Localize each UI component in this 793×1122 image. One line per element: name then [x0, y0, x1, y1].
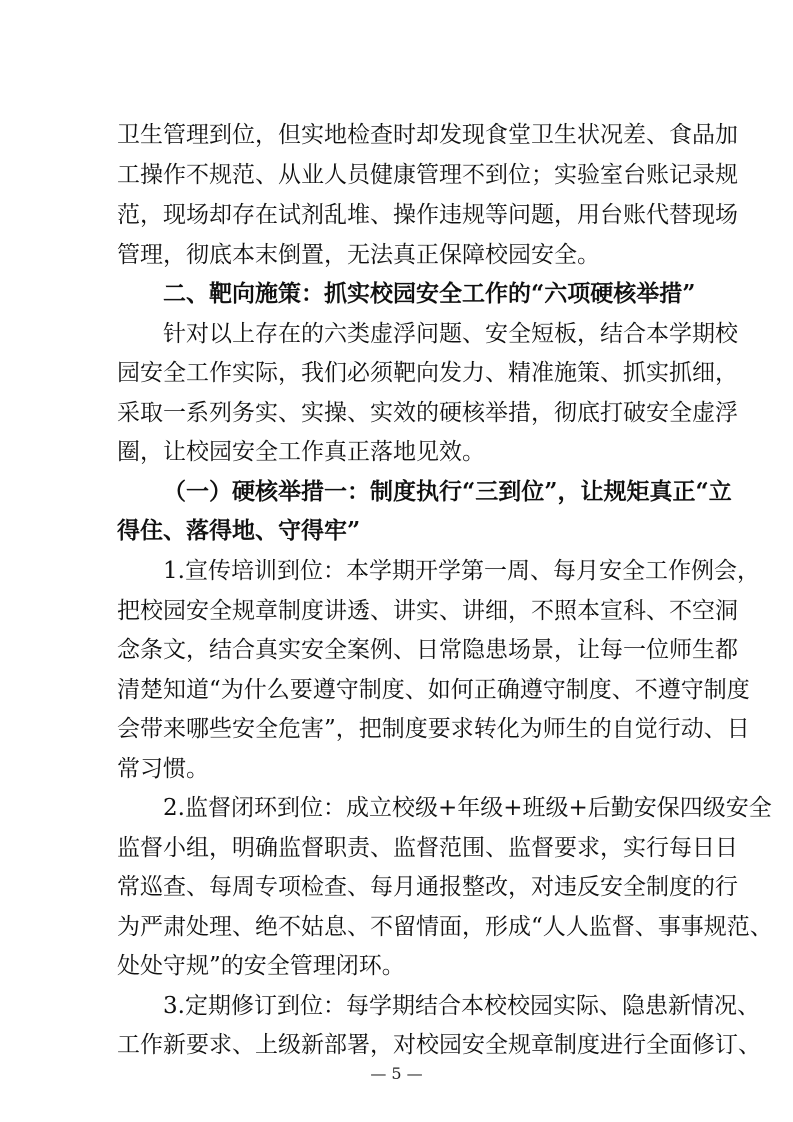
body-text-line: 卫生管理到位，但实地检查时却发现食堂卫生状况差、食品加	[117, 122, 738, 148]
body-text-line: 2.监督闭环到位：成立校级+年级+班级+后勤安保四级安全	[163, 795, 772, 821]
body-text-line: 3.定期修订到位：每学期结合本校校园实际、隐患新情况、	[163, 993, 760, 1019]
body-text-line: 监督小组，明确监督职责、监督范围、监督要求，实行每日日	[117, 835, 738, 861]
body-text-line: 工作新要求、上级新部署，对校园安全规章制度进行全面修订、	[117, 1032, 761, 1058]
body-text-line: 处处守规”的安全管理闭环。	[117, 953, 405, 979]
body-text-line: 圈，让校园安全工作真正落地见效。	[117, 439, 485, 465]
body-text-line: 把校园安全规章制度讲透、讲实、讲细，不照本宣科、不空洞	[117, 598, 738, 624]
body-text-line: 常习惯。	[117, 756, 209, 782]
section-heading: 二、靶向施策：抓实校园安全工作的“六项硬核举措”	[163, 280, 696, 307]
body-text-line: 针对以上存在的六类虚浮问题、安全短板，结合本学期校	[163, 321, 738, 347]
page-number: — 5 —	[370, 1064, 423, 1083]
body-text-line: 管理，彻底本末倒置，无法真正保障校园安全。	[117, 242, 600, 268]
body-text-line: 1.宣传培训到位：本学期开学第一周、每月安全工作例会，	[163, 558, 760, 584]
body-text-line: 会带来哪些安全危害”，把制度要求转化为师生的自觉行动、日	[117, 716, 750, 742]
body-text-line: 采取一系列务实、实操、实效的硬核举措，彻底打破安全虚浮	[117, 400, 738, 426]
body-text-line: 常巡查、每周专项检查、每月通报整改，对违反安全制度的行	[117, 874, 738, 900]
subsection-heading: 得住、落得地、守得牢”	[117, 517, 361, 544]
body-text-line: 清楚知道“为什么要遵守制度、如何正确遵守制度、不遵守制度	[117, 677, 750, 703]
body-text-line: 为严肃处理、绝不姑息、不留情面，形成“人人监督、事事规范、	[117, 914, 773, 940]
body-text-line: 念条文，结合真实安全案例、日常隐患场景，让每一位师生都	[117, 637, 738, 663]
body-text-line: 范，现场却存在试剂乱堆、操作违规等问题，用台账代替现场	[117, 202, 738, 228]
body-text-line: 工操作不规范、从业人员健康管理不到位；实验室台账记录规	[117, 162, 738, 188]
body-text-line: 园安全工作实际，我们必须靶向发力、精准施策、抓实抓细，	[117, 360, 738, 386]
subsection-heading: （一）硬核举措一：制度执行“三到位”，让规矩真正“立	[163, 478, 732, 505]
